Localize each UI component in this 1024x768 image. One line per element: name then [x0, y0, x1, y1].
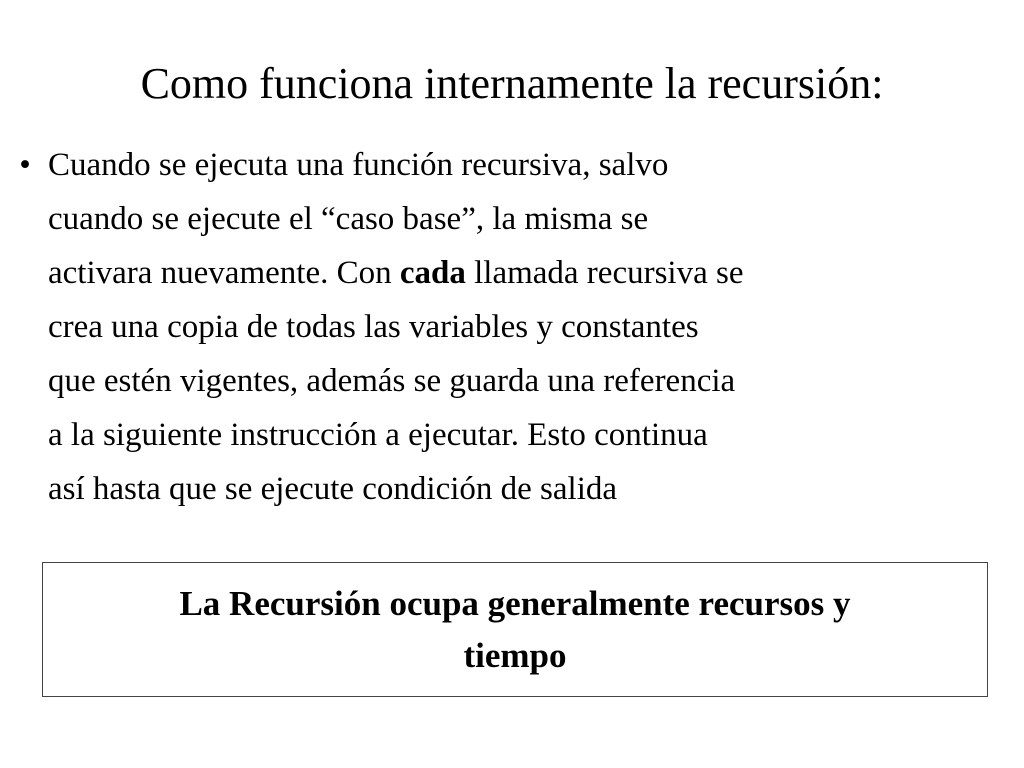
bullet-line: crea una copia de todas las variables y constantes [48, 309, 699, 345]
bullet-line [48, 246, 743, 300]
callout-text [65, 578, 965, 682]
callout-box [42, 562, 988, 697]
callout-line: La Recursión ocupa generalmente recursos y [179, 583, 851, 623]
bullet-line: Cuando se ejecuta una función recursiva, salvo [48, 147, 669, 183]
callout-line: tiempo [463, 635, 567, 675]
bullet-line: que estén vigentes, además se guarda una referencia [48, 363, 736, 399]
emphasis-text: cada [399, 255, 466, 291]
bullet-line: a la siguiente instrucción a ejecutar. Esto continua [48, 417, 708, 453]
bullet-line: cuando se ejecute el “caso base”, la misma se [48, 201, 649, 237]
bullet-icon: • [19, 147, 31, 183]
bullet-line-text: llamada recursiva se [465, 255, 744, 291]
bullet-line-text: activara nuevamente. Con [48, 255, 400, 291]
bullet-line: así hasta que se ejecute condición de salida [48, 471, 618, 507]
slide-title: Como funciona internamente la recursión: [140, 59, 884, 108]
